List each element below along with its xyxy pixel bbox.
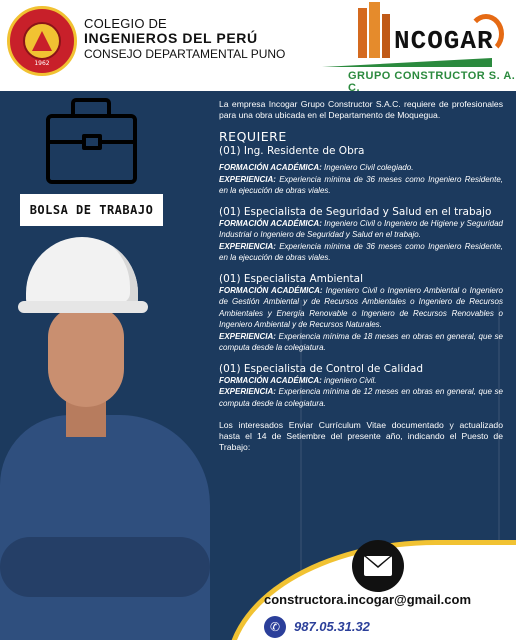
mail-icon (352, 540, 404, 592)
position-title: (01) Ing. Residente de Obra (219, 145, 365, 157)
hard-hat-icon (26, 237, 138, 309)
bolsa-badge (20, 194, 163, 226)
building-icon (358, 8, 367, 58)
position-experiencia: EXPERIENCIA: Experiencia mínima de 36 meses como Ingeniero Residente, en la ejecución de obras viales. (219, 241, 503, 262)
phone-icon: ✆ (264, 616, 286, 638)
cip-seal-logo (7, 6, 77, 76)
building-icon (382, 14, 390, 58)
incogar-logo (318, 0, 516, 94)
position-formacion: FORMACIÓN ACADÉMICA: Ingeniero Civil o Ingeniero de Higiene y Seguridad Industrial o Ingeniero de Seguridad y Salud en el trabajo. (219, 218, 503, 239)
requiere-heading: REQUIERE (219, 129, 287, 144)
hard-hat-brim (18, 301, 148, 313)
envelope-icon (364, 556, 392, 576)
position-formacion: FORMACIÓN ACADÉMICA: ingeniero Civil. (219, 375, 377, 385)
building-icon (369, 2, 380, 58)
position-experiencia: EXPERIENCIA: Experiencia mínima de 36 meses como Ingeniero Residente, en la ejecución de obras viales. (219, 174, 503, 195)
outro-text: Los interesados Enviar Currículum Vitae documentado y actualizado hasta el 14 de Setiembre del presente año, indicando el Puesto de Trabajo: (219, 420, 503, 452)
seal-year: 1962 (34, 60, 50, 67)
intro-text: La empresa Incogar Grupo Constructor S.A.C. requiere de profesionales para una obra ubicada en el Departamento de Moquegua. (219, 99, 503, 120)
bolsa-label: BOLSA DE TRABAJO (29, 203, 154, 217)
position-formacion: FORMACIÓN ACADÉMICA: Ingeniero Civil colegiado. (219, 163, 414, 172)
worker-shirt (0, 415, 210, 640)
briefcase-clasp (82, 134, 102, 150)
position-title: (01) Especialista de Seguridad y Salud en el trabajo (219, 205, 492, 218)
job-content (219, 99, 503, 453)
company-tagline: GRUPO CONSTRUCTOR S. A. C. (348, 70, 516, 94)
company-name: NCOGAR (394, 26, 494, 56)
contact-phone[interactable]: 987.05.31.32 (294, 619, 370, 634)
position-experiencia: EXPERIENCIA: Experiencia mínima de 18 meses en obras en general, que se computa desde la colegiatura. (219, 331, 503, 352)
envelope-flap-inner (366, 556, 390, 566)
worker-illustration (0, 237, 210, 640)
colegio-line1: COLEGIO DE (84, 16, 167, 31)
position-title: (01) Especialista Ambiental (219, 272, 364, 285)
seal-inner (23, 22, 61, 60)
position-formacion: FORMACIÓN ACADÉMICA: Ingeniero Civil o Ingeniero Ambiental o Ingeniero de Gestión Ambiental y de Recursos Ambientales o Ingeniero de Recursos Ambientales y Energía Renovable o Ingeniero de Recursos Renovables o Ingeniero Ambiental y de Recursos Naturales. (219, 285, 503, 329)
swoosh-icon (468, 14, 504, 54)
position-title: (01) Especialista de Control de Calidad (219, 362, 424, 375)
triangle-icon (32, 31, 52, 51)
worker-face (48, 307, 124, 407)
header (0, 0, 516, 94)
briefcase-icon (20, 98, 163, 198)
worker-arms (0, 537, 210, 597)
position-experiencia: EXPERIENCIA: Experiencia mínima de 12 meses en obras en general, que se computa desde la colegiatura. (219, 387, 503, 408)
green-bar (322, 58, 492, 67)
colegio-line3: CONSEJO DEPARTAMENTAL PUNO (84, 47, 286, 61)
colegio-line2: INGENIEROS DEL PERÚ (84, 30, 258, 46)
contact-email[interactable]: constructora.incogar@gmail.com (264, 592, 471, 607)
